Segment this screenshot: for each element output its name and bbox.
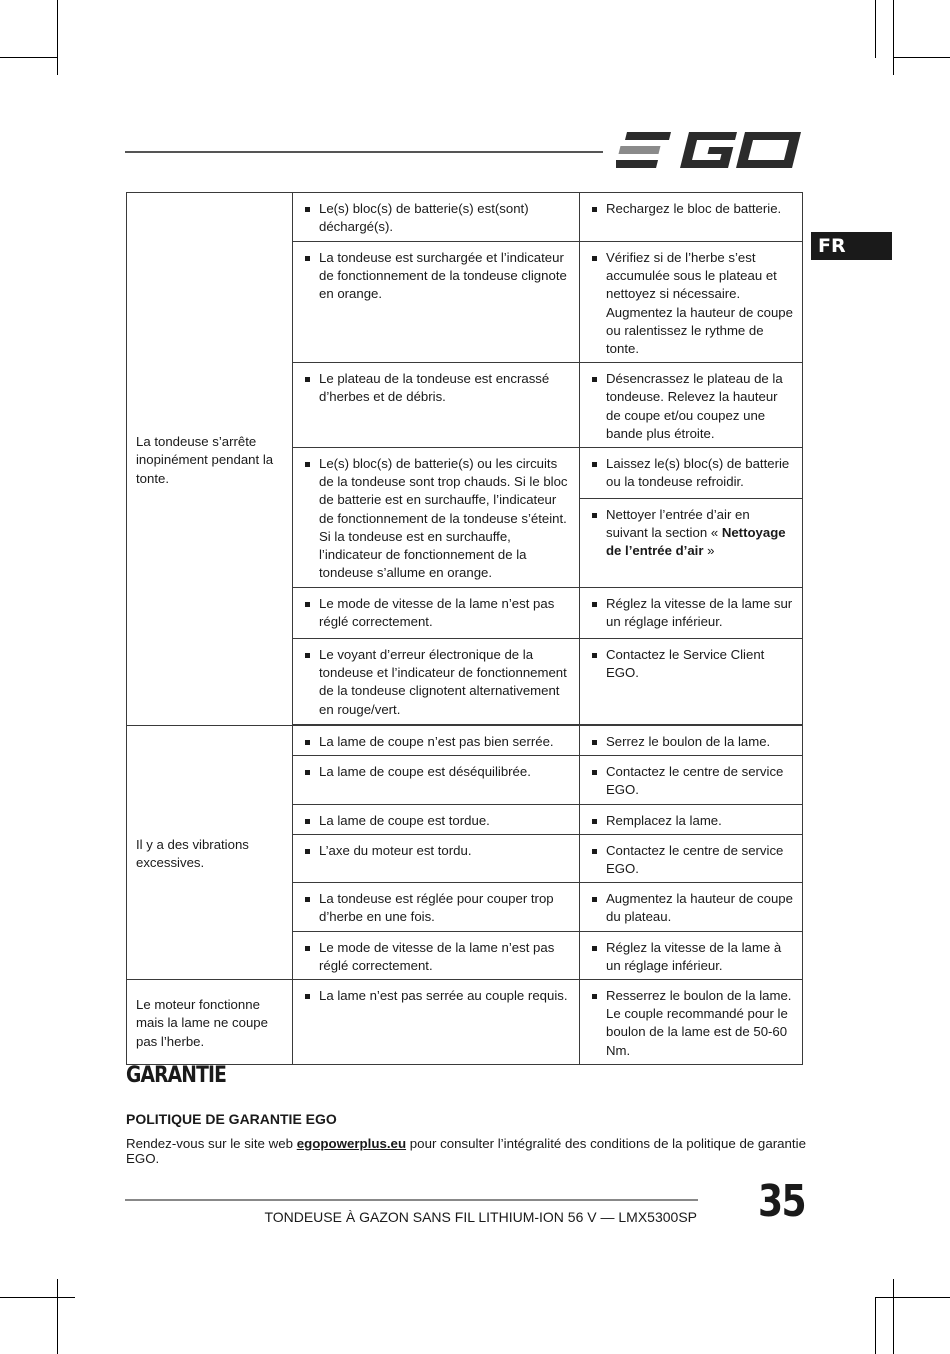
solution-cell: Contactez le centre de service EGO. (580, 756, 803, 804)
ego-logo (616, 128, 802, 172)
header-rule (125, 151, 603, 153)
cause-cell: La tondeuse est réglée pour couper trop d’herbe en une fois. (293, 883, 580, 931)
cause-cell: Le mode de vitesse de la lame n’est pas réglé correctement. (293, 931, 580, 979)
cause-cell: Le mode de vitesse de la lame n’est pas réglé correctement. (293, 588, 580, 639)
cause-cell: La lame n’est pas serrée au couple requis. (293, 980, 580, 1065)
problem-cell: La tondeuse s’arrête inopinément pendant la tonte. (127, 193, 293, 726)
solution-cell: Nettoyer l’entrée d’air en suivant la section « Nettoyage de l’entrée d’air » (580, 499, 803, 588)
solution-cell: Contactez le Service Client EGO. (580, 639, 803, 725)
solution-cell: Augmentez la hauteur de coupe du plateau. (580, 883, 803, 931)
solution-cell: Resserrez le boulon de la lame. Le couple recommandé pour le boulon de la lame est de 50-60 Nm. (580, 980, 803, 1065)
cause-cell: Le(s) bloc(s) de batterie(s) ou les circuits de la tondeuse sont trop chauds. Si le bloc de batterie est en surchauffe, l’indicateur de fonctionnement de la tondeuse s’éteint. Si la tondeuse est en surchauffe, l’indicateur de fonctionnement de la tondeuse s’allume en orange. (293, 448, 580, 588)
problem-cell: Le moteur fonctionne mais la lame ne coupe pas l’herbe. (127, 980, 293, 1065)
solution-cell: Contactez le centre de service EGO. (580, 834, 803, 882)
warranty-link[interactable]: egopowerplus.eu (296, 1136, 407, 1151)
cause-cell: La lame de coupe n’est pas bien serrée. (293, 726, 580, 756)
cause-cell: La lame de coupe est déséquilibrée. (293, 756, 580, 804)
solution-cell: Vérifiez si de l’herbe s’est accumulée sous le plateau et nettoyez si nécessaire. Augmentez la hauteur de coupe ou ralentissez le rythme de tonte. (580, 242, 803, 363)
cause-cell: L’axe du moteur est tordu. (293, 834, 580, 882)
solution-cell: Laissez le(s) bloc(s) de batterie ou la tondeuse refroidir. (580, 448, 803, 499)
solution-cell: Réglez la vitesse de la lame sur un réglage inférieur. (580, 588, 803, 639)
section-title: GARANTIE (126, 1063, 227, 1088)
subsection-title: POLITIQUE DE GARANTIE EGO (126, 1111, 337, 1127)
page-number: 35 (758, 1176, 805, 1227)
table-row (127, 980, 803, 1065)
solution-cell: Réglez la vitesse de la lame à un réglage inférieur. (580, 931, 803, 979)
troubleshooting-table (126, 192, 803, 1065)
cause-cell: Le plateau de la tondeuse est encrassé d’herbes et de débris. (293, 363, 580, 448)
cause-cell: Le(s) bloc(s) de batterie(s) est(sont) déchargé(s). (293, 193, 580, 242)
footer-rule (125, 1199, 698, 1201)
footer-title: TONDEUSE À GAZON SANS FIL LITHIUM-ION 56 V — LMX5300SP (264, 1209, 697, 1225)
table-row (127, 193, 803, 242)
language-tab: FR (811, 232, 892, 260)
warranty-paragraph: Rendez-vous sur le site web egopowerplus.eu pour consulter l’intégralité des conditions de la politique de garantie EGO. (126, 1136, 806, 1166)
solution-cell: Remplacez la lame. (580, 804, 803, 834)
solution-cell: Serrez le boulon de la lame. (580, 726, 803, 756)
problem-cell: Il y a des vibrations excessives. (127, 726, 293, 980)
cause-cell: Le voyant d’erreur électronique de la tondeuse et l’indicateur de fonctionnement de la tondeuse clignotent alternativement en rouge/vert. (293, 639, 580, 725)
table-row (127, 726, 803, 756)
solution-cell: Désencrassez le plateau de la tondeuse. Relevez la hauteur de coupe et/ou coupez une bande plus étroite. (580, 363, 803, 448)
section-reference: Nettoyage de l’entrée d’air (606, 525, 786, 559)
solution-cell: Rechargez le bloc de batterie. (580, 193, 803, 242)
cause-cell: La tondeuse est surchargée et l’indicateur de fonctionnement de la tondeuse clignote en orange. (293, 242, 580, 363)
cause-cell: La lame de coupe est tordue. (293, 804, 580, 834)
